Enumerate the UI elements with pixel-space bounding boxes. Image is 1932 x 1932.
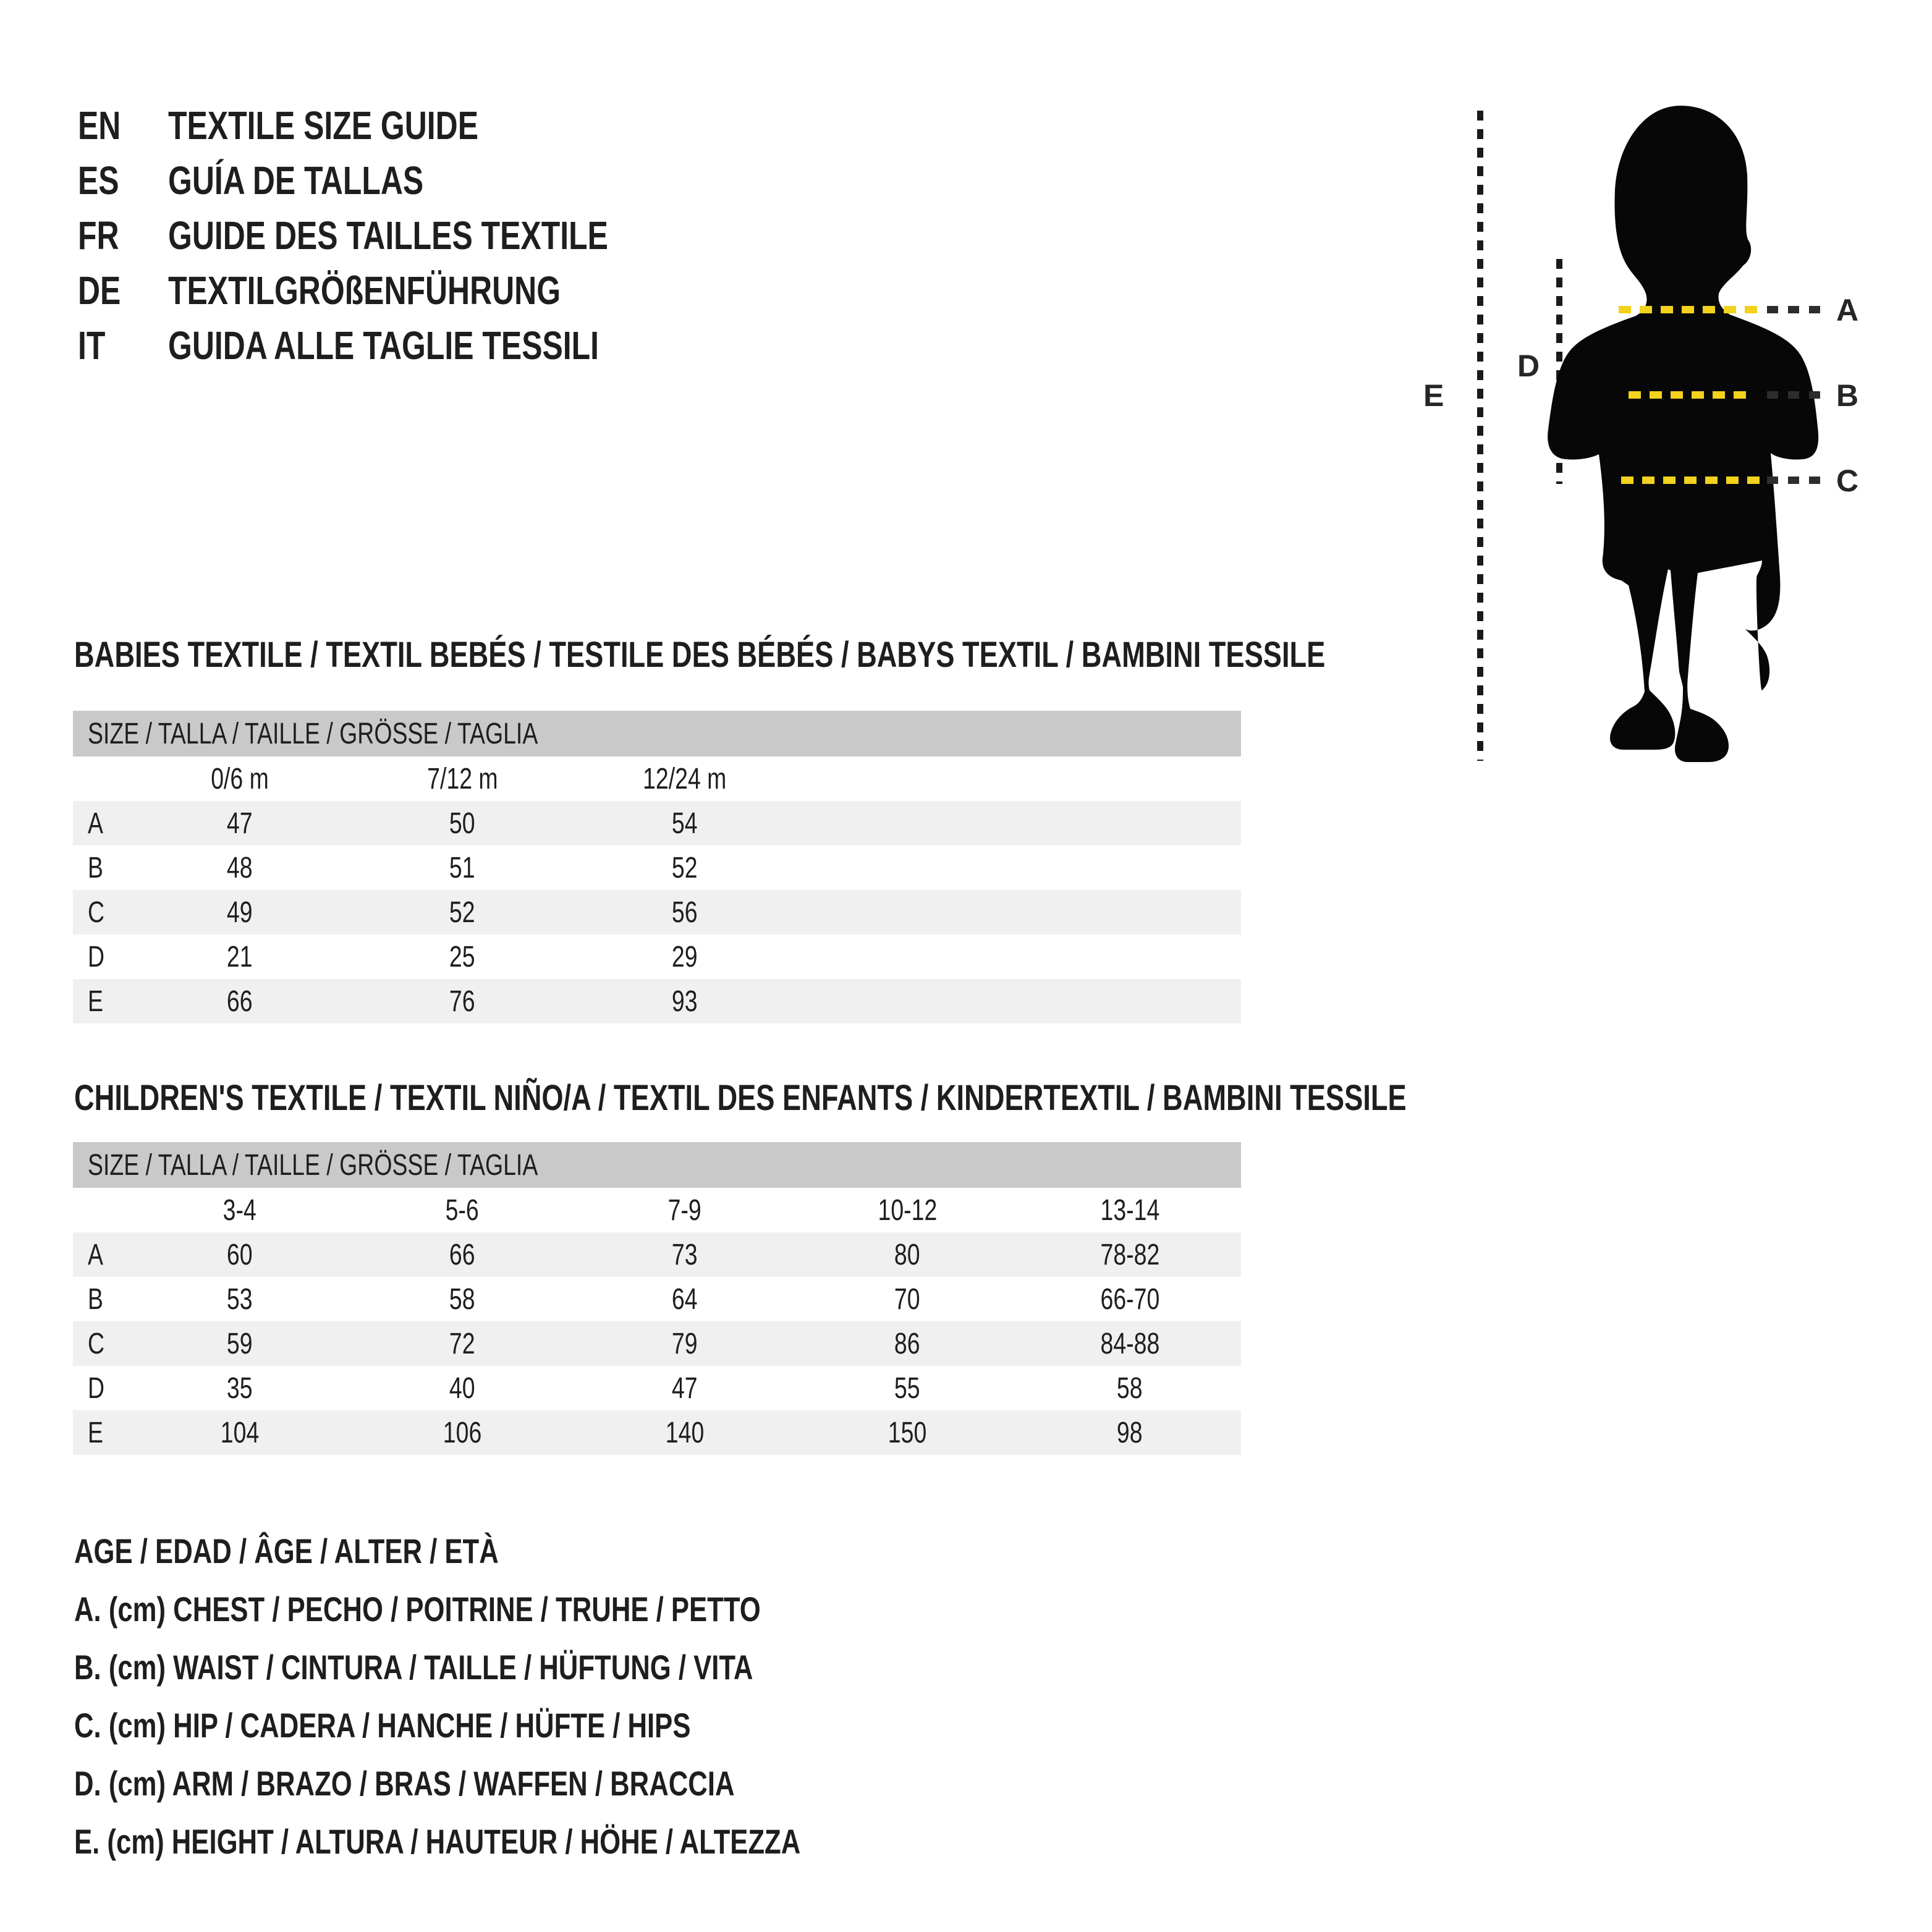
children-col-5-6: 5-6 [445, 1193, 480, 1227]
table-cell: 84-88 [1100, 1327, 1159, 1360]
lang-row-fr [78, 208, 732, 263]
table-cell: 66 [227, 985, 253, 1018]
babies-row-b [73, 845, 1241, 890]
legend-arm: D. (cm) ARM / BRAZO / BRAS / WAFFEN / BRACCIA [74, 1763, 735, 1803]
table-cell: 49 [227, 896, 253, 929]
babies-row-a-label: A [88, 807, 103, 840]
label-e: E [1423, 378, 1444, 413]
children-row-e [73, 1410, 1241, 1455]
measurement-figure-svg [1394, 96, 1932, 794]
children-column-header-row [73, 1188, 1241, 1232]
children-size-header-band [73, 1142, 1241, 1188]
table-cell: 66 [449, 1238, 475, 1271]
babies-size-header-band [73, 711, 1241, 756]
children-row-e-label: E [88, 1416, 103, 1449]
table-cell: 52 [672, 851, 698, 884]
children-row-c [73, 1321, 1241, 1366]
babies-row-c-label: C [88, 896, 105, 929]
lang-row-en [78, 98, 732, 153]
lang-title-de: TEXTILGRÖßENFÜHRUNG [168, 268, 561, 313]
babies-size-header-text: SIZE / TALLA / TAILLE / GRÖSSE / TAGLIA [88, 717, 538, 750]
table-cell: 98 [1117, 1416, 1143, 1449]
table-cell: 35 [227, 1371, 253, 1405]
babies-section-title [74, 635, 1678, 675]
table-cell: 53 [227, 1282, 253, 1316]
children-section-title-text: CHILDREN'S TEXTILE / TEXTIL NIÑO/A / TEXTIL DES ENFANTS / KINDERTEXTIL / BAMBINI TESSILE [74, 1078, 1407, 1118]
lang-code-it: IT [78, 323, 106, 368]
table-cell: 70 [894, 1282, 920, 1316]
lang-title-es: GUÍA DE TALLAS [168, 158, 424, 203]
babies-col-0-6m: 0/6 m [211, 762, 269, 795]
babies-size-table [73, 711, 1241, 1023]
children-size-header-text: SIZE / TALLA / TAILLE / GRÖSSE / TAGLIA [88, 1148, 538, 1182]
legend-waist: B. (cm) WAIST / CINTURA / TAILLE / HÜFTUNG / VITA [74, 1647, 753, 1687]
children-row-a-label: A [88, 1238, 103, 1271]
table-cell: 29 [672, 940, 698, 973]
table-cell: 54 [672, 807, 698, 840]
table-cell: 55 [894, 1371, 920, 1405]
lang-title-en: TEXTILE SIZE GUIDE [168, 103, 479, 148]
babies-row-a [73, 801, 1241, 845]
table-cell: 58 [449, 1282, 475, 1316]
children-row-b-label: B [88, 1282, 103, 1316]
table-cell: 104 [220, 1416, 260, 1449]
table-cell: 72 [449, 1327, 475, 1360]
table-cell: 60 [227, 1238, 253, 1271]
babies-col-12-24m: 12/24 m [643, 762, 727, 795]
table-cell: 51 [449, 851, 475, 884]
babies-row-d [73, 934, 1241, 979]
table-cell: 50 [449, 807, 475, 840]
table-cell: 93 [672, 985, 698, 1018]
lang-row-it [78, 318, 732, 373]
children-col-10-12: 10-12 [878, 1193, 937, 1227]
lang-code-fr: FR [78, 213, 119, 258]
children-row-a [73, 1232, 1241, 1277]
table-cell: 25 [449, 940, 475, 973]
lang-title-fr: GUIDE DES TAILLES TEXTILE [168, 213, 608, 258]
table-cell: 47 [227, 807, 253, 840]
table-cell: 64 [672, 1282, 698, 1316]
table-cell: 56 [672, 896, 698, 929]
babies-row-d-label: D [88, 940, 105, 973]
table-cell: 76 [449, 985, 475, 1018]
table-cell: 21 [227, 940, 253, 973]
table-cell: 48 [227, 851, 253, 884]
table-cell: 80 [894, 1238, 920, 1271]
measurement-figure [1394, 96, 1932, 794]
children-row-c-label: C [88, 1327, 105, 1360]
children-col-7-9: 7-9 [667, 1193, 702, 1227]
babies-col-7-12m: 7/12 m [426, 762, 498, 795]
table-cell: 140 [665, 1416, 705, 1449]
language-title-block [78, 98, 732, 373]
babies-row-e-label: E [88, 985, 103, 1018]
lang-row-es [78, 153, 732, 208]
babies-row-b-label: B [88, 851, 103, 884]
table-cell: 73 [672, 1238, 698, 1271]
label-a: A [1836, 293, 1859, 328]
table-cell: 52 [449, 896, 475, 929]
table-cell: 66-70 [1100, 1282, 1159, 1316]
label-b: B [1836, 378, 1859, 413]
children-size-table [73, 1142, 1241, 1455]
measurement-legend [74, 1522, 1006, 1870]
lang-row-de [78, 263, 732, 318]
table-cell: 59 [227, 1327, 253, 1360]
lang-title-it: GUIDA ALLE TAGLIE TESSILI [168, 323, 600, 368]
children-row-d-label: D [88, 1371, 105, 1405]
babies-column-header-row [73, 756, 1241, 801]
legend-height: E. (cm) HEIGHT / ALTURA / HAUTEUR / HÖHE / ALTEZZA [74, 1821, 801, 1861]
lang-code-en: EN [78, 103, 121, 148]
babies-section-title-text: BABIES TEXTILE / TEXTIL BEBÉS / TESTILE DES BÉBÉS / BABYS TEXTIL / BAMBINI TESSILE [74, 635, 1326, 675]
lang-code-de: DE [78, 268, 121, 313]
label-d: D [1517, 349, 1540, 383]
table-cell: 150 [888, 1416, 927, 1449]
table-cell: 78-82 [1100, 1238, 1159, 1271]
children-col-3-4: 3-4 [222, 1193, 257, 1227]
table-cell: 40 [449, 1371, 475, 1405]
legend-hip: C. (cm) HIP / CADERA / HANCHE / HÜFTE / HIPS [74, 1705, 691, 1745]
legend-age: AGE / EDAD / ÂGE / ALTER / ETÀ [74, 1531, 499, 1570]
legend-chest: A. (cm) CHEST / PECHO / POITRINE / TRUHE / PETTO [74, 1589, 761, 1629]
table-cell: 86 [894, 1327, 920, 1360]
label-c: C [1836, 464, 1859, 498]
children-col-13-14: 13-14 [1100, 1193, 1159, 1227]
table-cell: 47 [672, 1371, 698, 1405]
table-cell: 79 [672, 1327, 698, 1360]
children-row-b [73, 1277, 1241, 1321]
babies-row-e [73, 979, 1241, 1023]
children-row-d [73, 1366, 1241, 1410]
lang-code-es: ES [78, 158, 119, 203]
babies-row-c [73, 890, 1241, 934]
table-cell: 58 [1117, 1371, 1143, 1405]
children-section-title [74, 1078, 1782, 1118]
table-cell: 106 [443, 1416, 482, 1449]
